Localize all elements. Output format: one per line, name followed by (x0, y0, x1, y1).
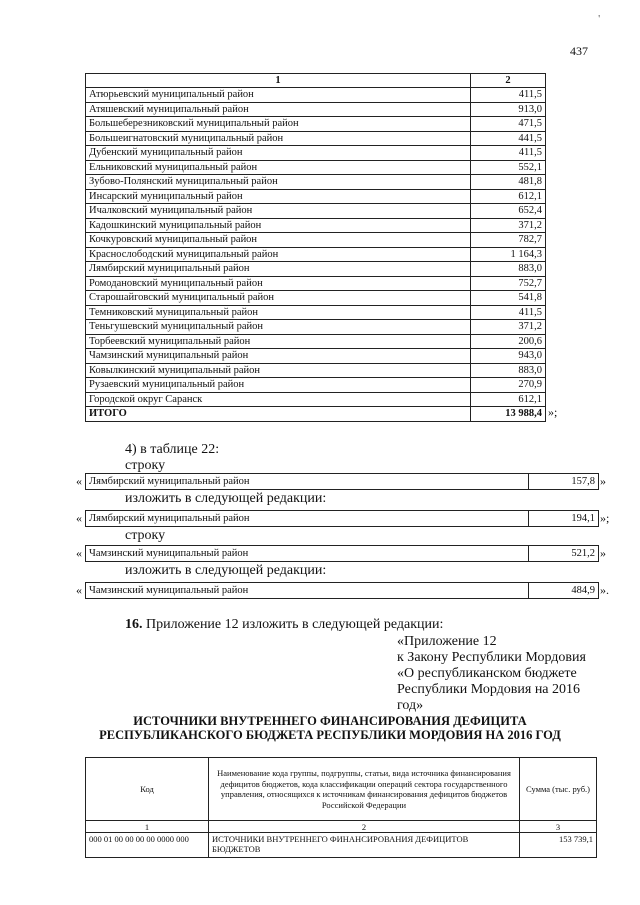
table-row (86, 117, 546, 132)
table-row (86, 247, 546, 262)
table-row (86, 146, 546, 161)
amend-row-3-name: Чамзинский муниципальный район (86, 546, 529, 561)
appendix-line-4: Республики Мордовия на 2016 (397, 682, 581, 697)
header-code: Код (86, 758, 209, 821)
amend-row-2 (85, 510, 599, 527)
table-header-row (86, 74, 546, 88)
table-row (86, 204, 546, 219)
table-row (86, 305, 546, 320)
district-value: 411,5 (471, 88, 546, 103)
district-value: 371,2 (471, 218, 546, 233)
district-name: Инсарский муниципальный район (86, 189, 471, 204)
district-name: Ромодановский муниципальный район (86, 276, 471, 291)
district-name: Ковылкинский муниципальный район (86, 363, 471, 378)
row-code: 000 01 00 00 00 00 0000 000 (86, 833, 209, 858)
district-value: 1 164,3 (471, 247, 546, 262)
amend-row-1-value: 157,8 (571, 476, 595, 487)
district-name: Торбеевский муниципальный район (86, 334, 471, 349)
edit-label-1: изложить в следующей редакции: (125, 491, 327, 506)
header-sum: Сумма (тыс. руб.) (520, 758, 597, 821)
table-row (86, 131, 546, 146)
district-value: 471,5 (471, 117, 546, 132)
district-value: 411,5 (471, 146, 546, 161)
district-name: Дубенский муниципальный район (86, 146, 471, 161)
row-label-2: строку (125, 528, 166, 543)
header-col-2: 2 (471, 74, 546, 88)
district-value: 943,0 (471, 349, 546, 364)
section-heading-line-1: ИСТОЧНИКИ ВНУТРЕННЕГО ФИНАНСИРОВАНИЯ ДЕФИЦИТА (133, 714, 527, 728)
district-value: 883,0 (471, 363, 546, 378)
item-16 (125, 617, 443, 633)
district-name: Краснослободский муниципальный район (86, 247, 471, 262)
district-name: Теньгушевский муниципальный район (86, 320, 471, 335)
table-row (86, 233, 546, 248)
open-quote: « (76, 546, 82, 560)
table-row (86, 102, 546, 117)
close-quote: » (600, 546, 606, 560)
district-name: Кочкуровский муниципальный район (86, 233, 471, 248)
district-name: Чамзинский муниципальный район (86, 349, 471, 364)
amend-row-4-value: 484,9 (571, 585, 595, 596)
table-row (86, 349, 546, 364)
district-name: Атюрьевский муниципальный район (86, 88, 471, 103)
amend-row-4-name: Чамзинский муниципальный район (86, 583, 529, 598)
table-row (86, 262, 546, 277)
open-quote: « (76, 511, 82, 525)
amend-row-1 (85, 473, 599, 490)
edit-label-2: изложить в следующей редакции: (125, 563, 327, 578)
district-value: 481,8 (471, 175, 546, 190)
row-sum: 153 739,1 (520, 833, 597, 858)
row-name: ИСТОЧНИКИ ВНУТРЕННЕГО ФИНАНСИРОВАНИЯ ДЕФИЦИТОВ БЮДЖЕТОВ (209, 833, 520, 858)
table-row (86, 291, 546, 306)
column-number-row (86, 821, 597, 833)
table-row (86, 218, 546, 233)
district-value: 782,7 (471, 233, 546, 248)
row-label-1: строку (125, 458, 166, 473)
header-name: Наименование кода группы, подгруппы, статьи, вида источника финансирования дефицитов бюджетов, кода классификации операций сектора государственного управления, относящихся к источникам финансирования дефицитов бюджетов Российской Федерации (209, 758, 520, 821)
item-16-number: 16. (125, 617, 143, 632)
item-16-text: Приложение 12 изложить в следующей редакции: (146, 617, 444, 632)
appendix-line-2: к Закону Республики Мордовия (397, 650, 586, 665)
financing-sources-table (85, 757, 597, 858)
item-4-text: 4) в таблице 22: (125, 442, 220, 457)
district-name: Ичалковский муниципальный район (86, 204, 471, 219)
appendix-line-1: «Приложение 12 (397, 634, 497, 649)
close-quote: »; (600, 511, 610, 525)
district-value: 752,7 (471, 276, 546, 291)
district-name: Большеберезниковский муниципальный район (86, 117, 471, 132)
district-name: Большеигнатовский муниципальный район (86, 131, 471, 146)
district-value: 612,1 (471, 189, 546, 204)
column-number-1: 1 (86, 821, 209, 833)
district-value: 441,5 (471, 131, 546, 146)
district-value: 541,8 (471, 291, 546, 306)
appendix-line-3: «О республиканском бюджете (397, 666, 577, 681)
district-name: Атяшевский муниципальный район (86, 102, 471, 117)
district-value: 652,4 (471, 204, 546, 219)
district-name: Лямбирский муниципальный район (86, 262, 471, 277)
district-name: Городской округ Саранск (86, 392, 471, 407)
table-row (86, 334, 546, 349)
table-row (86, 160, 546, 175)
district-name: Старошайговский муниципальный район (86, 291, 471, 306)
table-row (86, 88, 546, 103)
district-value: 200,6 (471, 334, 546, 349)
open-quote: « (76, 583, 82, 597)
amend-row-2-name: Лямбирский муниципальный район (86, 511, 529, 526)
district-value: 883,0 (471, 262, 546, 277)
district-name: Зубово-Полянский муниципальный район (86, 175, 471, 190)
district-value: 552,1 (471, 160, 546, 175)
table-row (86, 378, 546, 393)
table-row (86, 175, 546, 190)
table-header-row (86, 758, 597, 821)
corner-mark: ' (598, 14, 600, 25)
table-row (86, 320, 546, 335)
column-number-2: 2 (209, 821, 520, 833)
district-name: Ельниковский муниципальный район (86, 160, 471, 175)
total-row (86, 407, 546, 422)
total-label: ИТОГО (86, 407, 471, 422)
table-row (86, 392, 546, 407)
header-col-1: 1 (86, 74, 471, 88)
amend-row-2-value: 194,1 (571, 513, 595, 524)
close-quote: ». (600, 583, 609, 597)
district-name: Рузаевский муниципальный район (86, 378, 471, 393)
table-closing-quote: »; (548, 405, 558, 419)
district-value: 913,0 (471, 102, 546, 117)
district-value: 612,1 (471, 392, 546, 407)
total-value: 13 988,4 (471, 407, 546, 422)
district-name: Кадошкинский муниципальный район (86, 218, 471, 233)
page-number: 437 (570, 44, 588, 58)
table-row (86, 833, 597, 858)
amend-row-3-value: 521,2 (571, 548, 595, 559)
table-row (86, 276, 546, 291)
section-heading-line-2: РЕСПУБЛИКАНСКОГО БЮДЖЕТА РЕСПУБЛИКИ МОРДОВИЯ НА 2016 ГОД (99, 728, 561, 742)
table-row (86, 363, 546, 378)
district-value: 371,2 (471, 320, 546, 335)
table-row (86, 189, 546, 204)
amend-row-4 (85, 582, 599, 599)
district-value: 270,9 (471, 378, 546, 393)
open-quote: « (76, 474, 82, 488)
column-number-3: 3 (520, 821, 597, 833)
district-name: Темниковский муниципальный район (86, 305, 471, 320)
close-quote: » (600, 474, 606, 488)
amend-row-3 (85, 545, 599, 562)
district-table (85, 73, 546, 422)
amend-row-1-name: Лямбирский муниципальный район (86, 474, 529, 489)
appendix-line-5: год» (397, 698, 424, 713)
district-value: 411,5 (471, 305, 546, 320)
